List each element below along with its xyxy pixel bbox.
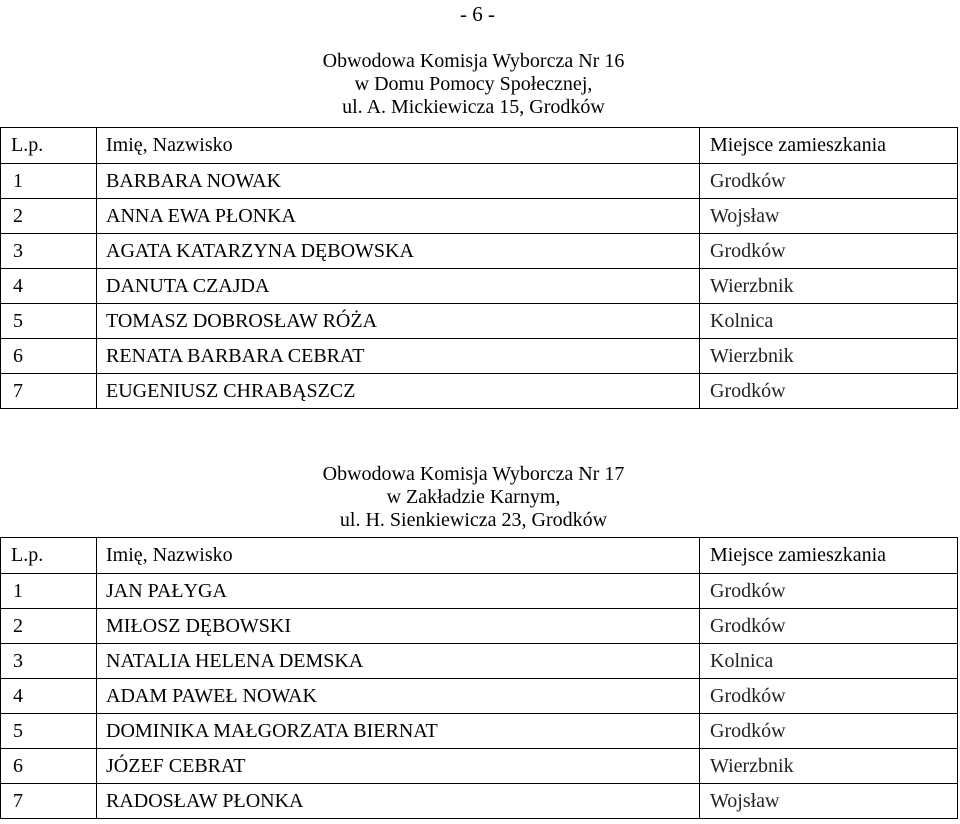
table-row	[1, 269, 958, 304]
members-table-16	[0, 127, 958, 409]
row-lp: 2	[1, 199, 97, 234]
table-header-row	[1, 128, 958, 164]
column-header-name: Imię, Nazwisko	[97, 538, 700, 574]
table-row	[1, 574, 958, 609]
row-name: JAN PAŁYGA	[97, 574, 700, 609]
row-place: Grodków	[700, 574, 958, 609]
row-name: JÓZEF CEBRAT	[97, 749, 700, 784]
row-place: Grodków	[700, 714, 958, 749]
table-row	[1, 644, 958, 679]
row-lp: 7	[1, 784, 97, 819]
row-name: DANUTA CZAJDA	[97, 269, 700, 304]
row-lp: 3	[1, 644, 97, 679]
commission-address: ul. A. Mickiewicza 15, Grodków	[342, 96, 605, 118]
table-row	[1, 199, 958, 234]
table-row	[1, 234, 958, 269]
row-place: Grodków	[700, 374, 958, 409]
commission-header-17	[0, 463, 960, 532]
row-name: RENATA BARBARA CEBRAT	[97, 339, 700, 374]
row-lp: 6	[1, 339, 97, 374]
table-row	[1, 164, 958, 199]
row-lp: 5	[1, 304, 97, 339]
table-row	[1, 679, 958, 714]
row-lp: 5	[1, 714, 97, 749]
row-place: Grodków	[700, 679, 958, 714]
table-row	[1, 304, 958, 339]
column-header-place: Miejsce zamieszkania	[700, 128, 958, 164]
row-place: Wojsław	[700, 784, 958, 819]
row-lp: 1	[1, 574, 97, 609]
table-row	[1, 609, 958, 644]
members-table-17	[0, 537, 958, 819]
row-name: BARBARA NOWAK	[97, 164, 700, 199]
row-place: Grodków	[700, 609, 958, 644]
row-lp: 1	[1, 164, 97, 199]
commission-location: w Domu Pomocy Społecznej,	[354, 73, 593, 95]
column-header-name: Imię, Nazwisko	[97, 128, 700, 164]
column-header-lp: L.p.	[1, 128, 97, 164]
row-name: RADOSŁAW PŁONKA	[97, 784, 700, 819]
row-place: Wojsław	[700, 199, 958, 234]
row-place: Wierzbnik	[700, 269, 958, 304]
commission-title: Obwodowa Komisja Wyborcza Nr 16	[322, 50, 625, 72]
row-place: Kolnica	[700, 644, 958, 679]
row-place: Wierzbnik	[700, 339, 958, 374]
row-lp: 3	[1, 234, 97, 269]
table-row	[1, 784, 958, 819]
page-number: - 6 -	[460, 2, 495, 26]
row-name: EUGENIUSZ CHRABĄSZCZ	[97, 374, 700, 409]
row-lp: 2	[1, 609, 97, 644]
row-name: TOMASZ DOBROSŁAW RÓŻA	[97, 304, 700, 339]
commission-location: w Zakładzie Karnym,	[386, 486, 561, 508]
table-row	[1, 339, 958, 374]
row-name: DOMINIKA MAŁGORZATA BIERNAT	[97, 714, 700, 749]
row-name: NATALIA HELENA DEMSKA	[97, 644, 700, 679]
row-place: Grodków	[700, 164, 958, 199]
row-place: Kolnica	[700, 304, 958, 339]
table-row	[1, 374, 958, 409]
row-lp: 4	[1, 269, 97, 304]
row-name: ANNA EWA PŁONKA	[97, 199, 700, 234]
column-header-lp: L.p.	[1, 538, 97, 574]
row-name: AGATA KATARZYNA DĘBOWSKA	[97, 234, 700, 269]
table-row	[1, 749, 958, 784]
row-lp: 7	[1, 374, 97, 409]
commission-address: ul. H. Sienkiewicza 23, Grodków	[339, 509, 608, 531]
column-header-place: Miejsce zamieszkania	[700, 538, 958, 574]
commission-title: Obwodowa Komisja Wyborcza Nr 17	[322, 463, 625, 485]
table-row	[1, 714, 958, 749]
row-lp: 6	[1, 749, 97, 784]
row-lp: 4	[1, 679, 97, 714]
row-place: Wierzbnik	[700, 749, 958, 784]
row-name: MIŁOSZ DĘBOWSKI	[97, 609, 700, 644]
table-header-row	[1, 538, 958, 574]
row-place: Grodków	[700, 234, 958, 269]
row-name: ADAM PAWEŁ NOWAK	[97, 679, 700, 714]
commission-header-16	[0, 50, 960, 119]
